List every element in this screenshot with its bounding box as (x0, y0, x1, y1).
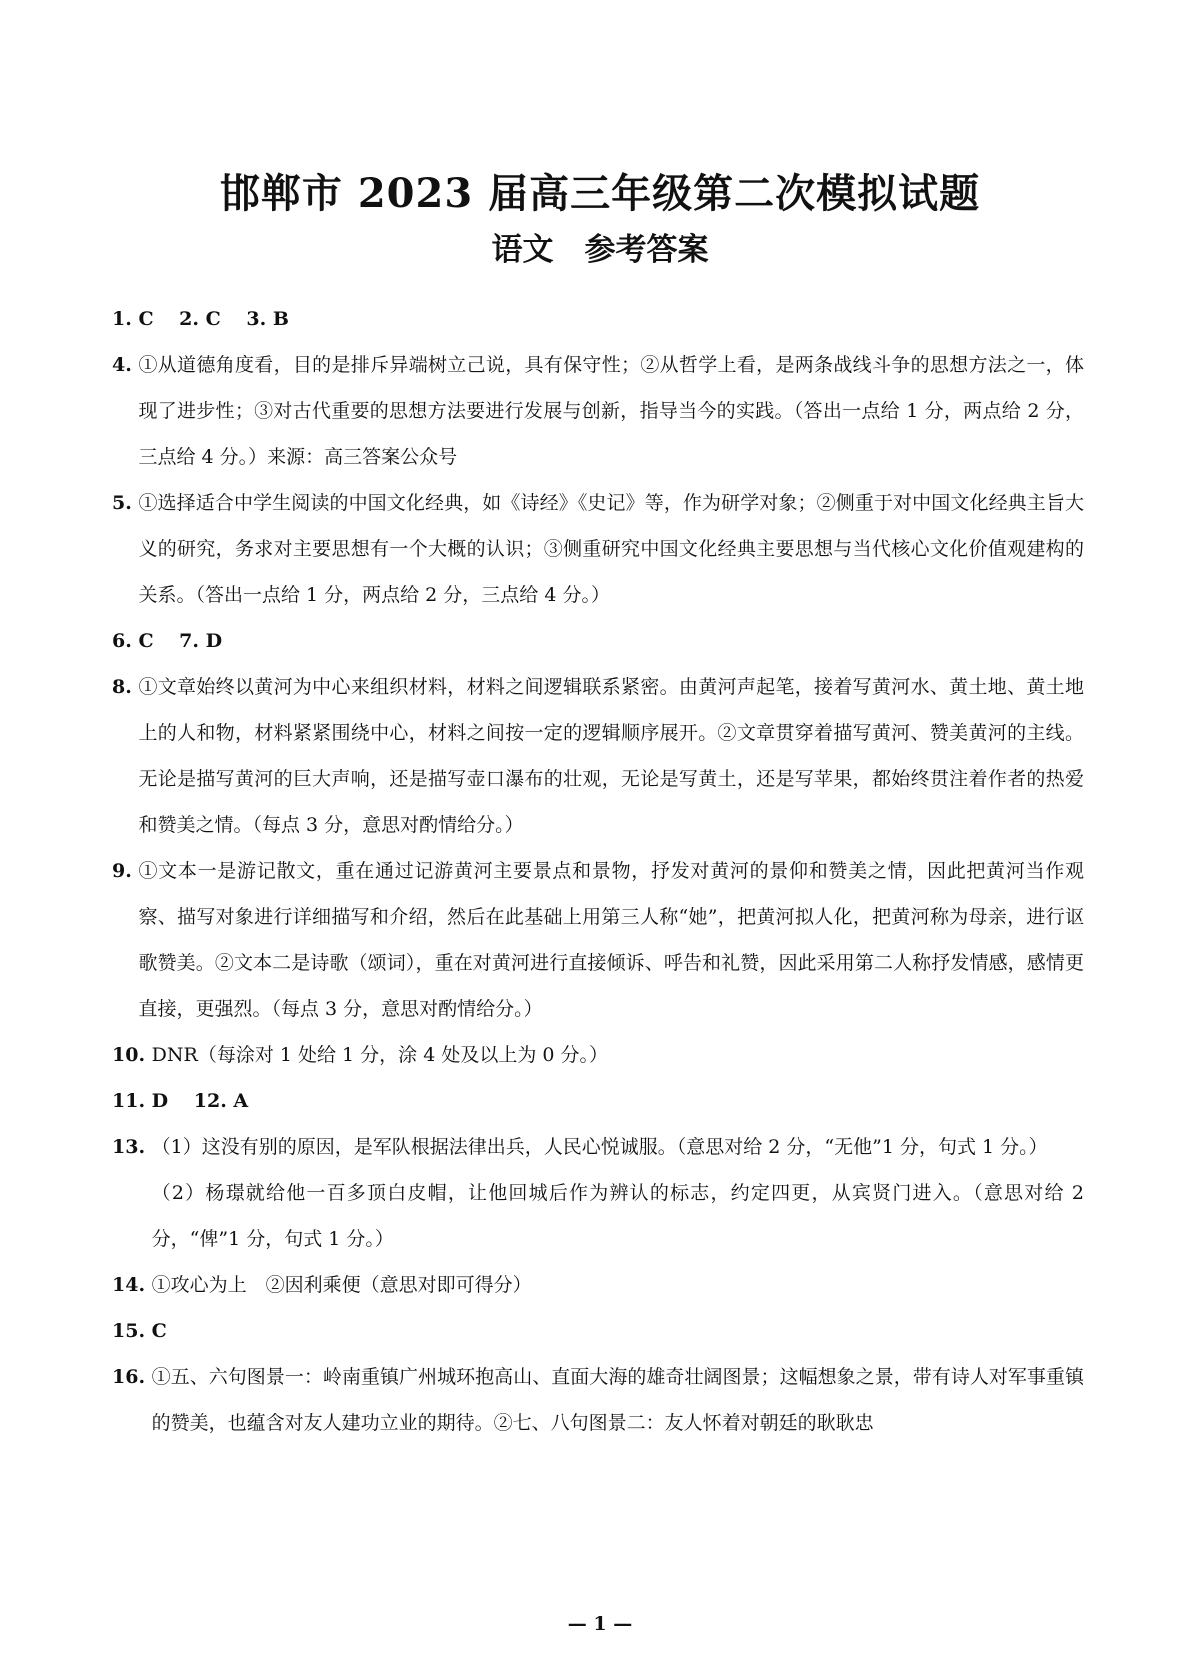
answer-14 (112, 1262, 1084, 1308)
answer-4 (112, 342, 1084, 480)
answer-16 (112, 1354, 1084, 1446)
question-number: 5. (112, 492, 139, 514)
answer-13-part-1: （1）这没有别的原因，是军队根据法律出兵，人民心悦诚服。（意思对给 2 分，“无他”1 分，句式 1 分。） (151, 1136, 1048, 1158)
answer-5 (112, 480, 1084, 618)
answer-text: ①文章始终以黄河为中心来组织材料，材料之间逻辑联系紧密。由黄河声起笔，接着写黄河水、黄土地、黄土地上的人和物，材料紧紧围绕中心，材料之间按一定的逻辑顺序展开。②文章贯穿着描写黄河、赞美黄河的主线。无论是描写黄河的巨大声响，还是描写壶口瀑布的壮观，无论是写黄土，还是写苹果，都始终贯注着作者的热爱和赞美之情。（每点 3 分，意思对酌情给分。） (138, 676, 1084, 836)
answer-13-part-2: （2）杨璟就给他一百多顶白皮帽，让他回城后作为辨认的标志，约定四更，从宾贤门进入。（意思对给 2 分，“俾”1 分，句式 1 分。） (151, 1182, 1084, 1250)
question-number: 10. (112, 1044, 152, 1066)
answer-1-3: 1. C 2. C 3. B (112, 308, 289, 330)
answer-13 (112, 1124, 1084, 1262)
answer-text: ①五、六句图景一：岭南重镇广州城环抱高山、直面大海的雄奇壮阔图景；这幅想象之景，带有诗人对军事重镇的赞美，也蕴含对友人建功立业的期待。②七、八句图景二：友人怀着对朝廷的耿耿忠 (151, 1366, 1084, 1434)
page-number: — 1 — (567, 1613, 633, 1635)
answer-text: ①文本一是游记散文，重在通过记游黄河主要景点和景物，抒发对黄河的景仰和赞美之情，因此把黄河当作观察、描写对象进行详细描写和介绍，然后在此基础上用第三人称“她”，把黄河拟人化，把黄河称为母亲，进行讴歌赞美。②文本二是诗歌（颂词），重在对黄河进行直接倾诉、呼告和礼赞，因此采用第二人称抒发情感，感情更直接，更强烈。（每点 3 分，意思对酌情给分。） (138, 860, 1084, 1020)
answer-15: 15. C (112, 1320, 167, 1342)
question-number: 14. (112, 1274, 152, 1296)
answer-8 (112, 664, 1084, 848)
answer-text: DNR（每涂对 1 处给 1 分，涂 4 处及以上为 0 分。） (151, 1044, 609, 1066)
question-number: 16. (112, 1366, 152, 1388)
answer-text: ①选择适合中学生阅读的中国文化经典，如《诗经》《史记》等，作为研学对象；②侧重于对中国文化经典主旨大义的研究，务求对主要思想有一个大概的认识；③侧重研究中国文化经典主要思想与当代核心文化价值观建构的关系。（答出一点给 1 分，两点给 2 分，三点给 4 分。） (138, 492, 1084, 606)
answer-6-7: 6. C 7. D (112, 630, 223, 652)
question-number: 13. (112, 1136, 152, 1158)
answer-text: ①攻心为上 ②因利乘便（意思对即可得分） (151, 1274, 532, 1296)
answer-text (152, 1124, 1084, 1262)
question-number: 4. (112, 354, 139, 376)
question-number: 8. (112, 676, 139, 698)
document-title: 邯郸市 2023 届高三年级第二次模拟试题 (219, 170, 981, 217)
answer-11-12: 11. D 12. A (112, 1090, 249, 1112)
answers-list (112, 296, 1084, 1446)
document-subtitle: 语文 参考答案 (491, 232, 709, 268)
question-number: 9. (112, 860, 139, 882)
answer-10 (112, 1032, 1084, 1078)
answer-text: ①从道德角度看，目的是排斥异端树立己说，具有保守性；②从哲学上看，是两条战线斗争的思想方法之一，体现了进步性；③对古代重要的思想方法要进行发展与创新，指导当今的实践。（答出一点给 1 分，两点给 2 分，三点给 4 分。）来源：高三答案公众号 (138, 354, 1084, 468)
answer-9 (112, 848, 1084, 1032)
